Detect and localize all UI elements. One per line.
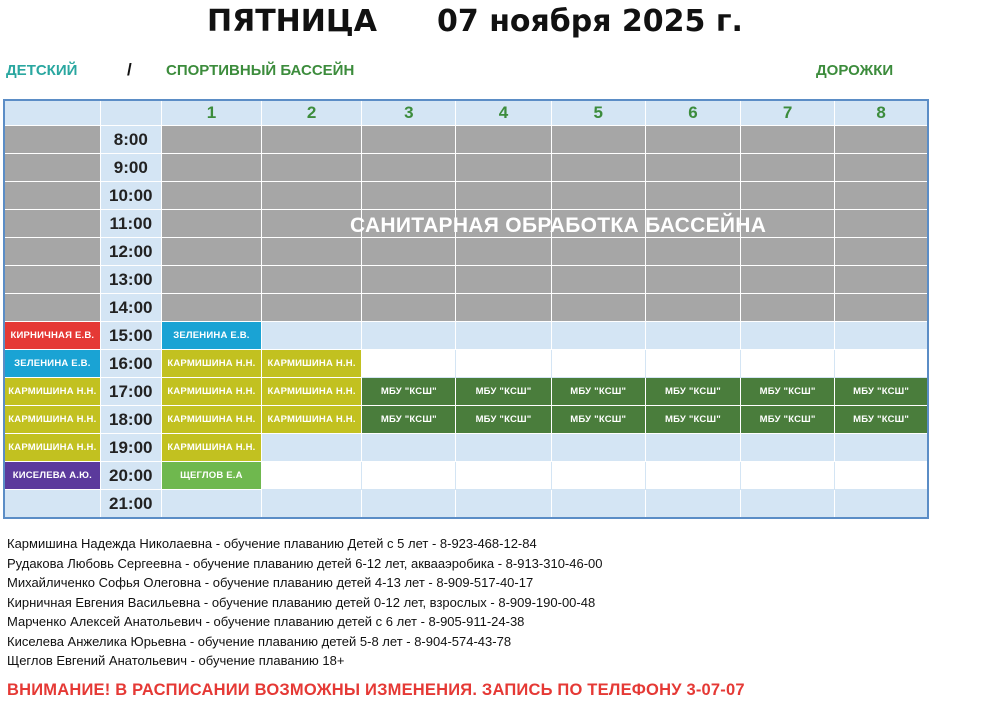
lane-cell: [551, 182, 645, 210]
table-row: [4, 154, 928, 182]
schedule-warning: ВНИМАНИЕ! В РАСПИСАНИИ ВОЗМОЖНЫ ИЗМЕНЕНИЯ. ЗАПИСЬ ПО ТЕЛЕФОНУ 3-07-07: [7, 681, 745, 699]
lane-cell: [262, 238, 362, 266]
lane-session: МБУ "КСШ": [551, 378, 645, 406]
lane-cell: [456, 462, 551, 490]
lane-cell: [551, 462, 645, 490]
lane-cell: [835, 434, 928, 462]
lane-header: 5: [551, 100, 645, 126]
lane-cell: [741, 462, 835, 490]
kids-pool-cell: [4, 126, 100, 154]
lane-cell: [645, 350, 740, 378]
table-row: [4, 322, 928, 350]
kids-pool-session: КИРНИЧНАЯ Е.В.: [4, 322, 100, 350]
lane-cell: [161, 238, 261, 266]
lane-cell: [456, 182, 551, 210]
kids-pool-session: КАРМИШИНА Н.Н.: [4, 434, 100, 462]
lane-session: МБУ "КСШ": [835, 378, 928, 406]
lane-cell: [262, 182, 362, 210]
time-cell: 14:00: [100, 294, 161, 322]
lane-session: ЗЕЛЕНИНА Е.В.: [161, 322, 261, 350]
lane-cell: [645, 294, 740, 322]
lane-header: 2: [262, 100, 362, 126]
table-row: [4, 406, 928, 434]
table-row: [4, 182, 928, 210]
lane-cell: [645, 434, 740, 462]
lane-cell: [262, 462, 362, 490]
lane-cell: [456, 266, 551, 294]
instructor-entry: Щеглов Евгений Анатольевич - обучение плаванию 18+: [7, 653, 345, 668]
lane-cell: [551, 238, 645, 266]
lane-cell: [551, 434, 645, 462]
lane-cell: [835, 490, 928, 519]
sport-pool-heading: СПОРТИВНЫЙ БАССЕЙН: [166, 62, 355, 79]
lane-session: КАРМИШИНА Н.Н.: [262, 350, 362, 378]
lane-cell: [456, 154, 551, 182]
kids-pool-session: КАРМИШИНА Н.Н.: [4, 378, 100, 406]
lane-cell: [262, 126, 362, 154]
lane-session: КАРМИШИНА Н.Н.: [161, 350, 261, 378]
heading-separator: /: [127, 60, 132, 79]
lane-session: ЩЕГЛОВ Е.А: [161, 462, 261, 490]
instructor-list: [7, 534, 603, 671]
header-time-column: [100, 100, 161, 126]
table-row: [4, 266, 928, 294]
kids-pool-cell: [4, 266, 100, 294]
time-cell: 18:00: [100, 406, 161, 434]
lane-cell: [362, 462, 456, 490]
lane-header: 1: [161, 100, 261, 126]
time-cell: 16:00: [100, 350, 161, 378]
lane-cell: [551, 350, 645, 378]
lane-cell: [741, 238, 835, 266]
lane-cell: [645, 266, 740, 294]
lane-cell: [645, 126, 740, 154]
kids-pool-cell: [4, 238, 100, 266]
time-cell: 21:00: [100, 490, 161, 519]
lane-session: КАРМИШИНА Н.Н.: [262, 378, 362, 406]
kids-pool-cell: [4, 182, 100, 210]
lane-cell: [551, 294, 645, 322]
lane-cell: [741, 154, 835, 182]
lane-cell: [741, 322, 835, 350]
lane-cell: [835, 462, 928, 490]
lane-cell: [741, 434, 835, 462]
table-row: [4, 126, 928, 154]
time-cell: 12:00: [100, 238, 161, 266]
lane-header: 4: [456, 100, 551, 126]
lane-header: 7: [741, 100, 835, 126]
lane-cell: [456, 322, 551, 350]
lane-cell: [262, 294, 362, 322]
instructor-entry: Кирничная Евгения Васильевна - обучение плаванию детей 0-12 лет, взрослых - 8-909-190-00-48: [7, 594, 596, 610]
lane-cell: [161, 182, 261, 210]
lane-cell: [645, 322, 740, 350]
lane-cell: [551, 490, 645, 519]
instructor-entry: Киселева Анжелика Юрьевна - обучение плаванию детей 5-8 лет - 8-904-574-43-78: [7, 633, 512, 649]
lane-session: МБУ "КСШ": [645, 406, 740, 434]
lane-cell: [362, 294, 456, 322]
instructor-entry: Марченко Алексей Анатольевич - обучение плаванию детей с 6 лет - 8-905-911-24-38: [7, 614, 525, 629]
schedule-table: [3, 99, 929, 519]
instructor-entry: Михайличенко Софья Олеговна - обучение плаванию детей 4-13 лет - 8-909-517-40-17: [7, 575, 534, 590]
time-cell: 20:00: [100, 462, 161, 490]
lane-cell: [456, 350, 551, 378]
lane-cell: [835, 266, 928, 294]
lane-cell: [456, 294, 551, 322]
lane-cell: [161, 266, 261, 294]
lane-cell: [835, 126, 928, 154]
kids-pool-session: КИСЕЛЕВА А.Ю.: [4, 462, 100, 490]
lane-cell: [362, 322, 456, 350]
lane-cell: [262, 490, 362, 519]
lane-cell: [161, 210, 261, 238]
kids-pool-cell: [4, 294, 100, 322]
lane-session: КАРМИШИНА Н.Н.: [161, 406, 261, 434]
lane-cell: [362, 154, 456, 182]
lane-cell: [645, 182, 740, 210]
lane-cell: [551, 154, 645, 182]
lane-session: МБУ "КСШ": [551, 406, 645, 434]
lane-cell: [835, 210, 928, 238]
lane-cell: [835, 350, 928, 378]
table-row: [4, 434, 928, 462]
sanitation-banner: САНИТАРНАЯ ОБРАБОТКА БАССЕЙНА: [350, 214, 767, 237]
lane-session: МБУ "КСШ": [456, 406, 551, 434]
day-of-week: ПЯТНИЦА: [207, 4, 377, 39]
lane-cell: [456, 238, 551, 266]
lane-cell: [262, 210, 362, 238]
lane-cell: [645, 238, 740, 266]
lane-cell: [362, 126, 456, 154]
lane-cell: [551, 126, 645, 154]
page-title: [0, 4, 1000, 44]
lane-cell: [551, 266, 645, 294]
lane-cell: [456, 126, 551, 154]
lanes-header-row: [4, 100, 928, 126]
lane-cell: [835, 154, 928, 182]
kids-pool-cell: [4, 490, 100, 519]
lane-session: МБУ "КСШ": [362, 406, 456, 434]
lane-cell: [741, 182, 835, 210]
table-row: [4, 490, 928, 519]
lane-cell: [362, 434, 456, 462]
lane-session: МБУ "КСШ": [645, 378, 740, 406]
kids-pool-heading: ДЕТСКИЙ: [6, 62, 78, 79]
lane-cell: [835, 294, 928, 322]
lane-session: МБУ "КСШ": [362, 378, 456, 406]
time-cell: 10:00: [100, 182, 161, 210]
lane-cell: [262, 266, 362, 294]
table-row: [4, 294, 928, 322]
table-row: [4, 378, 928, 406]
lane-cell: [835, 182, 928, 210]
table-row: [4, 462, 928, 490]
lane-cell: [835, 238, 928, 266]
time-cell: 9:00: [100, 154, 161, 182]
time-cell: 19:00: [100, 434, 161, 462]
lane-header: 3: [362, 100, 456, 126]
time-cell: 17:00: [100, 378, 161, 406]
lane-cell: [741, 126, 835, 154]
time-cell: 13:00: [100, 266, 161, 294]
time-cell: 8:00: [100, 126, 161, 154]
lane-cell: [835, 322, 928, 350]
lane-session: МБУ "КСШ": [741, 406, 835, 434]
lane-header: 8: [835, 100, 928, 126]
instructor-entry: Рудакова Любовь Сергеевна - обучение плаванию детей 6-12 лет, аквааэробика - 8-913-310-46-00: [7, 555, 603, 571]
lane-cell: [645, 154, 740, 182]
lane-session: МБУ "КСШ": [741, 378, 835, 406]
lane-cell: [456, 434, 551, 462]
kids-pool-cell: [4, 154, 100, 182]
lane-cell: [262, 154, 362, 182]
lane-cell: [362, 182, 456, 210]
lane-cell: [161, 154, 261, 182]
lane-session: КАРМИШИНА Н.Н.: [262, 406, 362, 434]
lane-cell: [262, 434, 362, 462]
lane-cell: [362, 238, 456, 266]
lane-session: КАРМИШИНА Н.Н.: [161, 378, 261, 406]
kids-pool-cell: [4, 210, 100, 238]
schedule-date: 07 ноября 2025 г.: [437, 4, 743, 39]
header-corner: [4, 100, 100, 126]
lane-cell: [362, 490, 456, 519]
lane-cell: [362, 350, 456, 378]
lane-session: КАРМИШИНА Н.Н.: [161, 434, 261, 462]
table-row: [4, 350, 928, 378]
lane-cell: [161, 126, 261, 154]
time-cell: 15:00: [100, 322, 161, 350]
lane-cell: [551, 322, 645, 350]
lane-session: МБУ "КСШ": [835, 406, 928, 434]
time-cell: 11:00: [100, 210, 161, 238]
lane-cell: [161, 294, 261, 322]
lane-cell: [741, 294, 835, 322]
kids-pool-session: ЗЕЛЕНИНА Е.В.: [4, 350, 100, 378]
lane-cell: [262, 322, 362, 350]
instructor-entry: Кармишина Надежда Николаевна - обучение плаванию Детей с 5 лет - 8-923-468-12-84: [7, 536, 537, 551]
lane-cell: [161, 490, 261, 519]
lane-session: МБУ "КСШ": [456, 378, 551, 406]
lane-header: 6: [645, 100, 740, 126]
lane-cell: [645, 490, 740, 519]
kids-pool-session: КАРМИШИНА Н.Н.: [4, 406, 100, 434]
lane-cell: [741, 490, 835, 519]
lanes-heading: ДОРОЖКИ: [816, 62, 894, 79]
lane-cell: [456, 490, 551, 519]
lane-cell: [741, 266, 835, 294]
lane-cell: [741, 350, 835, 378]
lane-cell: [362, 266, 456, 294]
lane-cell: [645, 462, 740, 490]
table-row: [4, 238, 928, 266]
